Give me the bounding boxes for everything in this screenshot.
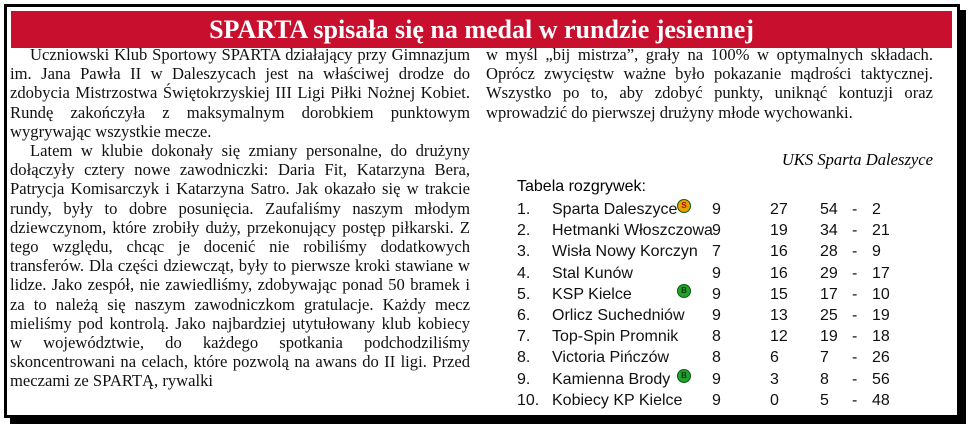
goals-against-cell: 10: [872, 285, 890, 303]
paragraph-intro: Uczniowski Klub Sportowy SPARTA działający przy Gimnazjum im. Jana Pawła II w Daleszycach jest na właściwej drodze do zdobycia Mistrzostwa Świętokrzyskiej III Ligi Piłki Nożnej Kobiet. Rundę zakończyła z maksymalnym dorobkiem punktowym wygrywając wszystkie mecze.: [10, 45, 470, 141]
goals-for-cell: 29: [820, 264, 838, 282]
score-separator: -: [852, 307, 858, 324]
team-cell: Top-Spin Promnik: [552, 328, 679, 346]
team-cell: Kamienna Brody: [552, 370, 671, 388]
team-cell: Sparta Daleszyce: [552, 201, 678, 218]
matches-cell: 9: [712, 370, 721, 388]
position-cell: 3.: [517, 243, 531, 261]
table-row: [517, 326, 937, 347]
article-signature: UKS Sparta Daleszyce: [781, 150, 933, 169]
table-row: [517, 305, 937, 326]
article-column-right: [486, 45, 933, 122]
position-cell: 10.: [517, 391, 540, 409]
matches-cell: 9: [712, 264, 721, 282]
points-cell: 6: [770, 349, 779, 367]
matches-cell: 9: [712, 391, 721, 409]
goals-for-cell: 17: [820, 285, 838, 303]
goals-for-cell: 34: [820, 222, 838, 240]
goals-against-cell: 48: [872, 391, 890, 409]
position-cell: 9.: [517, 370, 531, 388]
position-cell: 7.: [517, 328, 531, 346]
team-cell: Orlicz Suchedniów: [552, 307, 685, 324]
goals-against-cell: 17: [872, 264, 890, 282]
team-badge-icon: B: [677, 369, 691, 383]
table-row: [517, 390, 937, 411]
goals-against-cell: 21: [872, 222, 890, 240]
table-row: [517, 347, 937, 368]
points-cell: 0: [770, 391, 779, 409]
team-badge-icon: S: [677, 199, 691, 213]
goals-for-cell: 5: [820, 391, 829, 409]
paragraph-body: Latem w klubie dokonały się zmiany personalne, do drużyny dołączyły cztery nowe zawodniczki: Daria Fit, Katarzyna Bera, Patrycja Komisarczyk i Katarzyna Satro. Jak okazało się w trakcie rundy, były to dobre posunięcia. Zaufaliśmy naszym młodym dziewczynom, które zrobiły duży, przekonujący postęp piłkarski. Z tego względu, chcąc je docenić nie robiliśmy dodatkowych transferów. Dla części dziewcząt, były to pierwsze kroki stawiane w lidze. Jako zespół, nie zawiedliśmy, zdobywając ponad 50 bramek i za to należą się naszym zawodniczkom gratulacje. Każdy mecz mieliśmy pod kontrolą. Jako najbardziej utytułowany klub kobiecy w województwie, do każdego spotkania podchodziliśmy skoncentrowani na celach, które pozwolą na awans do II ligi. Przed meczami ze SPARTĄ, rywalki: [10, 141, 470, 391]
goals-for-cell: 54: [820, 201, 838, 218]
table-row: [517, 284, 937, 305]
goals-against-cell: 56: [872, 370, 890, 388]
score-separator: -: [852, 222, 858, 240]
frame-shadow-bottom: [10, 418, 966, 424]
team-badge-icon: B: [677, 284, 691, 298]
score-separator: -: [852, 349, 858, 367]
score-separator: -: [852, 391, 858, 409]
team-cell: Victoria Pińczów: [552, 349, 670, 367]
goals-for-cell: 8: [820, 370, 829, 388]
team-cell: Wisła Nowy Korczyn: [552, 243, 698, 261]
paragraph-continuation: w myśl „bij mistrza”, grały na 100% w optymalnych składach. Oprócz zwycięstw ważne było pokazanie mądrości taktycznej. Wszystko po to, aby zdobyć punkty, uniknąć kontuzji oraz wprowadzić do pierwszej drużyny młode wychowanki.: [486, 45, 933, 122]
position-cell: 5.: [517, 285, 531, 303]
goals-against-cell: 19: [872, 307, 890, 324]
points-cell: 16: [770, 264, 788, 282]
table-row: [517, 199, 937, 220]
matches-cell: 9: [712, 285, 721, 303]
matches-cell: 9: [712, 222, 721, 240]
team-cell: Stal Kunów: [552, 264, 633, 282]
table-row: [517, 369, 937, 390]
points-cell: 15: [770, 285, 788, 303]
frame-shadow-right: [960, 10, 966, 424]
position-cell: 2.: [517, 222, 531, 240]
goals-against-cell: 9: [872, 243, 881, 261]
team-cell: Kobiecy KP Kielce: [552, 391, 683, 409]
matches-cell: 9: [712, 201, 721, 218]
score-separator: -: [852, 370, 858, 388]
position-cell: 1.: [517, 201, 531, 218]
headline: SPARTA spisała się na medal w rundzie jesiennej: [11, 11, 952, 48]
position-cell: 4.: [517, 264, 531, 282]
goals-against-cell: 2: [872, 201, 881, 218]
goals-for-cell: 25: [820, 307, 838, 324]
goals-for-cell: 19: [820, 328, 838, 346]
table-row: [517, 263, 937, 284]
score-separator: -: [852, 328, 858, 346]
score-separator: -: [852, 201, 858, 218]
score-separator: -: [852, 285, 858, 303]
points-cell: 27: [770, 201, 788, 218]
points-cell: 3: [770, 370, 779, 388]
league-table-title: Tabela rozgrywek:: [517, 178, 646, 195]
table-row: [517, 220, 937, 241]
points-cell: 16: [770, 243, 788, 261]
position-cell: 8.: [517, 349, 531, 367]
table-row: [517, 241, 937, 262]
matches-cell: 8: [712, 328, 721, 346]
score-separator: -: [852, 243, 858, 261]
goals-against-cell: 18: [872, 328, 890, 346]
points-cell: 12: [770, 328, 788, 346]
goals-for-cell: 28: [820, 243, 838, 261]
goals-against-cell: 26: [872, 349, 890, 367]
matches-cell: 7: [712, 243, 721, 261]
goals-for-cell: 7: [820, 349, 829, 367]
points-cell: 13: [770, 307, 788, 324]
team-cell: KSP Kielce: [552, 285, 632, 303]
position-cell: 6.: [517, 307, 531, 324]
score-separator: -: [852, 264, 858, 282]
matches-cell: 9: [712, 307, 721, 324]
team-cell: Hetmanki Włoszczowa: [552, 222, 713, 240]
matches-cell: 8: [712, 349, 721, 367]
article-column-left: [10, 45, 470, 391]
points-cell: 19: [770, 222, 788, 240]
